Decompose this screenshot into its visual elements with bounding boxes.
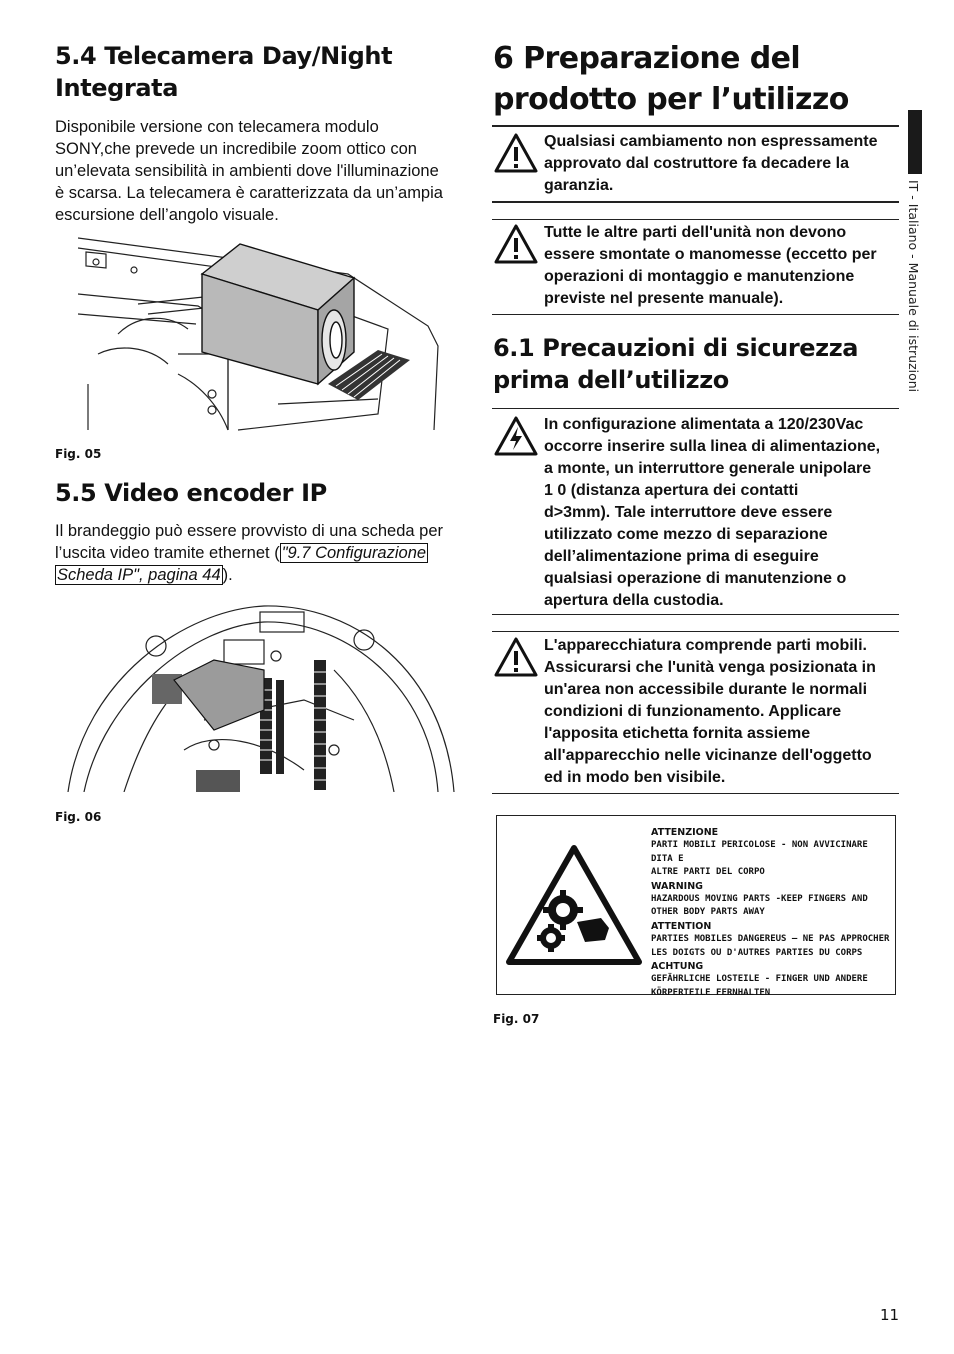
section-5-4-text: Disponibile versione con telecamera modulo SONY,che prevede un incredibile zoom ottico con un’elevata sensibilità in ambienti dove l'illuminazione è scarsa. La telecamera è caratterizzata da un’ampia escursione dell’angolo visuale. bbox=[55, 118, 443, 224]
fig-07-caption: Fig. 07 bbox=[493, 1012, 540, 1026]
warning-triangle-icon bbox=[494, 224, 538, 264]
warning-block-4: L'apparecchiatura comprende parti mobili. Assicurarsi che l'unità venga posizionata in un'area non accessibile durante le normali condizioni di funzionamento. Applicare l'apposita etichetta fornita assieme all'apparecchio nelle vicinanze dell'oggetto ed in modo ben visibile. bbox=[492, 635, 899, 793]
warning-triangle-icon bbox=[494, 637, 538, 677]
warning-block-3: In configurazione alimentata a 120/230Vac occorre inserire sulla linea di alimentazione, a monte, un interruttore generale unipolare 1 0 (distanza apertura dei contatti d>3mm). Tale interruttore deve essere utilizzato come mezzo di separazione dell’alimentazione prima di eseguire qualsiasi operazione di manutenzione o apertura della custodia. bbox=[492, 414, 899, 614]
cross-reference-link[interactable]: "9.7 Configurazione bbox=[281, 544, 427, 562]
divider bbox=[492, 314, 899, 315]
label-text: ATTENZIONE PARTI MOBILI PERICOLOSE - NON AVVICINARE DITA E ALTRE PARTI DEL CORPO WARNING HAZARDOUS MOVING PARTS -KEEP FINGERS AND OTHER BODY PARTS AWAY ATTENTION PARTIES MOBILES DANGEREUS – NE PAS APPROCHER LES DOIGTS OU D'AUTRES PARTIES DU CORPS ACHTUNG GEFÄHRLICHE LOSTEILE - FINGER UND ANDERE KÖRPERTEILE FERNHALTEN bbox=[651, 827, 890, 998]
fig-05-caption: Fig. 05 bbox=[55, 447, 102, 461]
section-6-1-title: 6.1 Precauzioni di sicurezza prima dell’utilizzo bbox=[493, 334, 859, 394]
chapter-6-title: 6 Preparazione del prodotto per l’utilizzo bbox=[493, 41, 849, 117]
ip-encoder-board-illustration bbox=[64, 600, 458, 792]
chapter-tab-marker bbox=[908, 110, 922, 174]
divider bbox=[492, 631, 899, 632]
section-5-5-title: 5.5 Video encoder IP bbox=[55, 479, 327, 507]
moving-parts-warning-label bbox=[496, 815, 896, 998]
divider bbox=[492, 125, 899, 127]
cross-reference-link-cont[interactable]: Scheda IP", pagina 44 bbox=[57, 566, 221, 584]
moving-parts-hazard-icon bbox=[505, 844, 643, 966]
page-number: 11 bbox=[880, 1306, 900, 1324]
divider bbox=[492, 793, 899, 794]
divider bbox=[492, 408, 899, 409]
electric-hazard-icon bbox=[494, 416, 538, 456]
section-5-5-text: Il brandeggio può essere provvisto di una scheda per l’uscita video tramite ethernet ( "9.7 Configurazione Scheda IP", pagina 44 ). bbox=[55, 522, 443, 584]
section-5-4-title: 5.4 Telecamera Day/Night Integrata bbox=[55, 42, 393, 102]
side-language-label: IT - Italiano - Manuale di istruzioni bbox=[906, 180, 921, 393]
divider bbox=[492, 201, 899, 203]
warning-triangle-icon bbox=[494, 133, 538, 173]
warning-block-2: Tutte le altre parti dell'unità non devono essere smontate o manomesse (eccetto per operazioni di montaggio e manutenzione previste nel presente manuale). bbox=[492, 222, 899, 314]
fig-06-caption: Fig. 06 bbox=[55, 810, 102, 824]
divider bbox=[492, 219, 899, 220]
camera-module-illustration bbox=[78, 234, 442, 432]
warning-block-1: Qualsiasi cambiamento non espressamente approvato dal costruttore fa decadere la garanzia. bbox=[492, 131, 899, 201]
divider bbox=[492, 614, 899, 615]
